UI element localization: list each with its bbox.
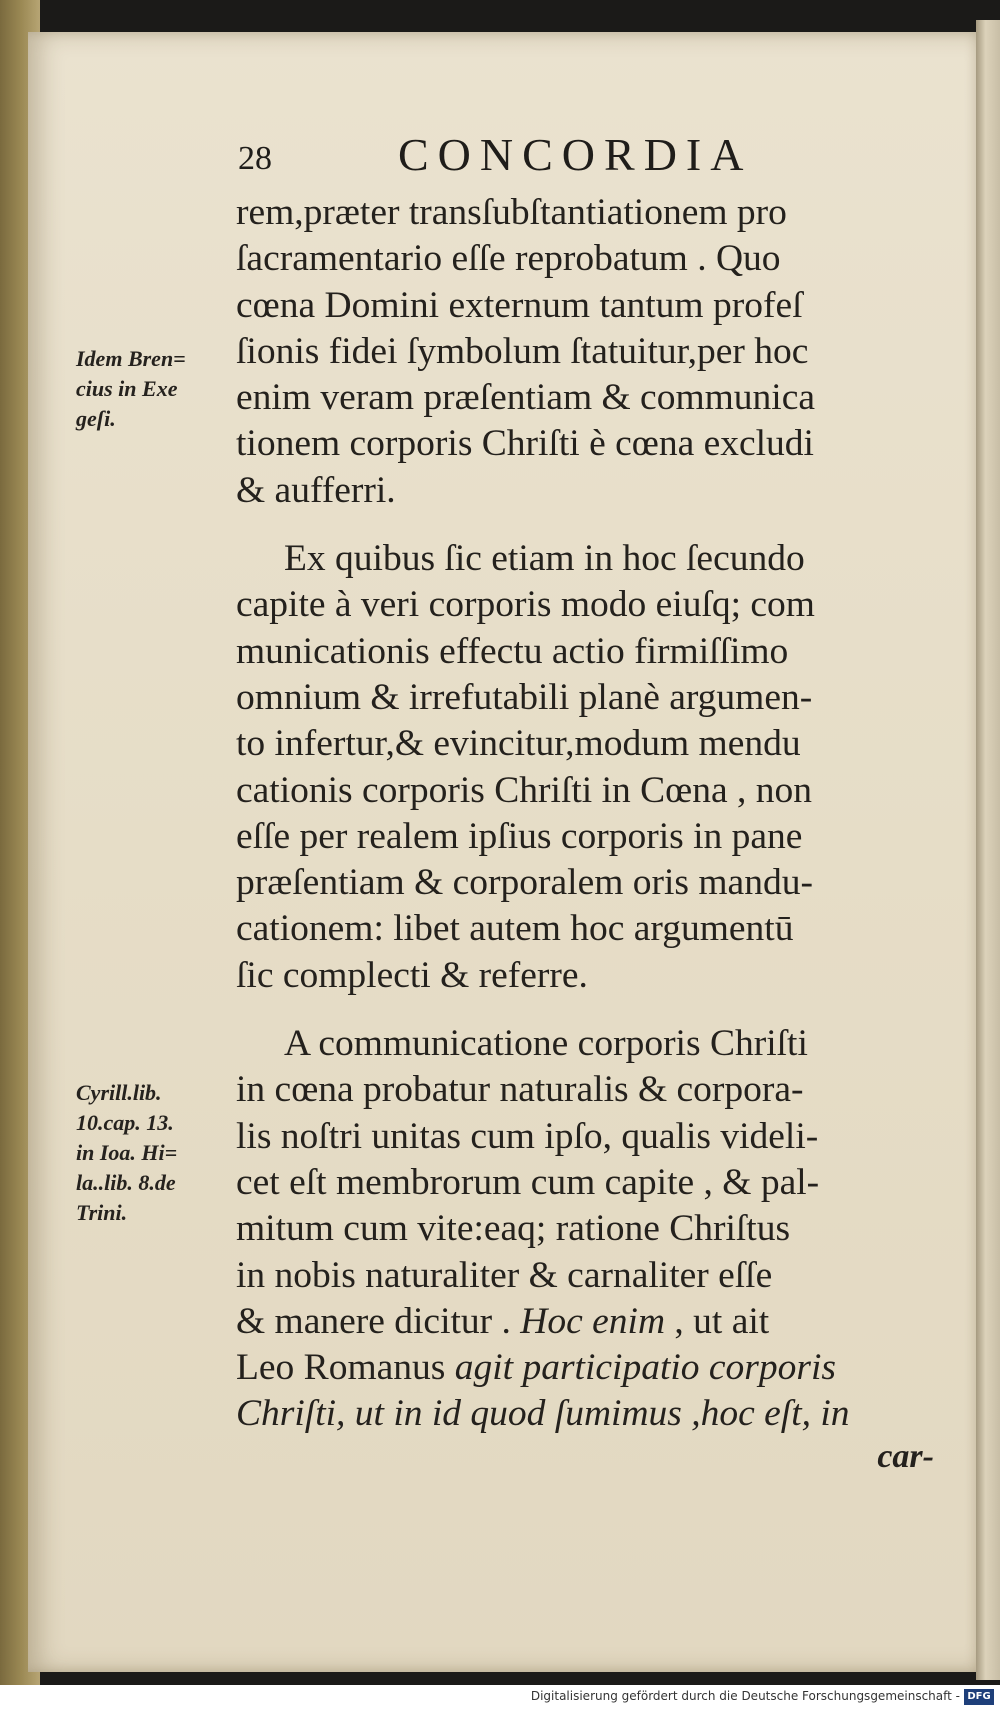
paragraph-gap: [236, 514, 936, 536]
text-line: capite à veri corporis modo eiuſq; com: [236, 584, 815, 626]
text-line: eſſe per realem ipſius corporis in pane: [236, 815, 803, 857]
text-line: cet eſt membrorum cum capite , & pal-: [236, 1161, 820, 1203]
text-line: [236, 1299, 936, 1345]
text-line: cationis corporis Chriſti in Cœna , non: [236, 769, 812, 811]
page-number: 28: [238, 140, 272, 177]
text-line: to infertur,& evincitur,modum mendu: [236, 723, 801, 765]
paragraph-3: [236, 1021, 936, 1438]
text-roman: & manere dicitur .: [236, 1300, 521, 1342]
margin-note-cyrill: [76, 1078, 226, 1228]
funding-credit: Digitalisierung gefördert durch die Deutsche Forschungsgemeinschaft -: [530, 1689, 960, 1703]
page-title: CONCORDIA: [398, 129, 753, 180]
text-line: mitum cum vite:eaq; ratione Chriſtus: [236, 1208, 791, 1250]
text-line: [236, 1345, 936, 1391]
text-line: in nobis naturaliter & carnaliter eſſe: [236, 1254, 773, 1296]
body-text: [236, 190, 936, 1438]
text-line: cationem: libet autem hoc argumentū: [236, 908, 794, 950]
margin-note-line: in Ioa. Hi=: [76, 1140, 178, 1165]
text-line: Ex quibus ſic etiam in hoc ſecundo: [284, 538, 805, 580]
text-line: omnium & irrefutabili planè argumen-: [236, 676, 813, 718]
digitization-footer: [0, 1685, 1000, 1711]
text-line: lis noſtri unitas cum ipſo, qualis videli-: [236, 1115, 819, 1157]
text-line: Chriſti, ut in id quod ſumimus ,hoc eſt, in: [236, 1393, 850, 1435]
text-line: enim veram præſentiam & communica: [236, 377, 815, 419]
margin-note-line: 10.cap. 13.: [76, 1110, 174, 1135]
dfg-logo: DFG: [964, 1689, 994, 1705]
text-line: ſacramentario eſſe reprobatum . Quo: [236, 238, 781, 280]
text-italic: agit participatio corporis: [454, 1347, 836, 1389]
margin-note-line: Cyrill.lib.: [76, 1080, 162, 1105]
text-line: in cœna probatur naturalis & corpora-: [236, 1069, 804, 1111]
text-line: ſic complecti & referre.: [236, 954, 588, 996]
margin-note-line: Trini.: [76, 1200, 128, 1225]
running-head: [238, 128, 858, 188]
text-line: municationis effectu actio firmiſſimo: [236, 630, 789, 672]
text-line: ſionis fidei ſymbolum ſtatuitur,per hoc: [236, 330, 809, 372]
text-line: rem,præter transſubſtantiationem pro: [236, 192, 787, 233]
text-line: cœna Domini externum tantum profeſ: [236, 284, 803, 326]
text-italic: Hoc enim: [520, 1300, 666, 1342]
paragraph-2: [236, 536, 936, 999]
page-fore-edge: [976, 20, 1000, 1680]
text-line: A communicatione corporis Chriſti: [284, 1023, 808, 1065]
margin-note-line: la..lib. 8.de: [76, 1170, 176, 1195]
text-line: præſentiam & corporalem oris mandu-: [236, 862, 813, 904]
text-roman: Leo Romanus: [236, 1347, 455, 1389]
margin-note-brentius: [76, 344, 226, 434]
text-line: tionem corporis Chriſti è cœna excludi: [236, 423, 814, 465]
text-line: & aufferri.: [236, 469, 396, 511]
text-roman: , ut ait: [665, 1300, 770, 1342]
margin-note-line: geſi.: [76, 406, 116, 431]
catchword: car-: [877, 1438, 934, 1475]
margin-note-line: cius in Exe: [76, 376, 178, 401]
paragraph-1: [236, 190, 936, 514]
margin-note-line: Idem Bren=: [76, 346, 186, 371]
paragraph-gap: [236, 999, 936, 1021]
